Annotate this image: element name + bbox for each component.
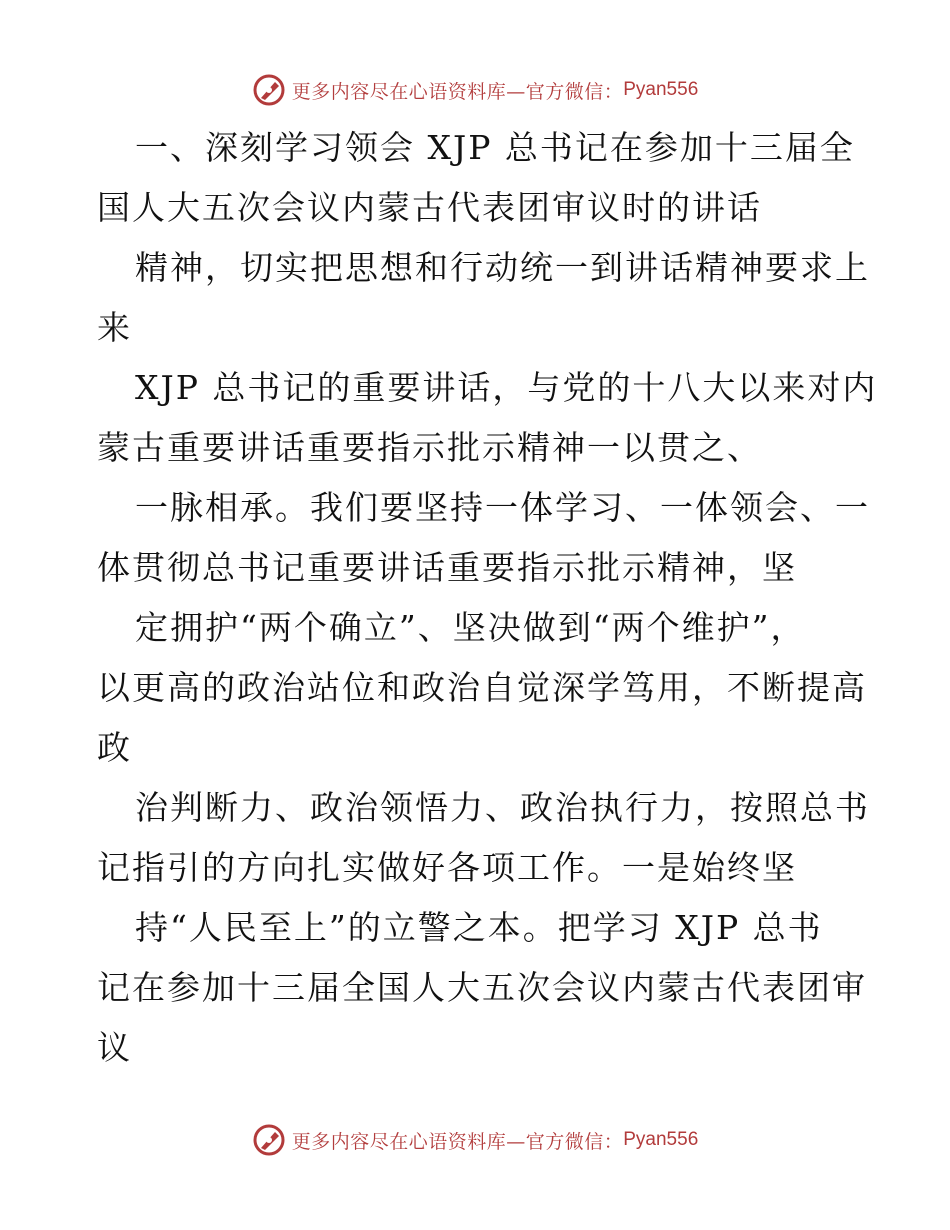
pen-logo-icon	[252, 1123, 286, 1157]
text-line: 国人大五次会议内蒙古代表团审议时的讲话	[97, 188, 762, 227]
pen-logo-icon	[252, 73, 286, 107]
text-line: 精神，切实把思想和行动统一到讲话精神要求上	[135, 248, 870, 287]
footer-wechat-id: Pyan556	[623, 1129, 699, 1150]
text-line: 政	[97, 728, 132, 767]
text-line: 持“人民至上”的立警之本。把学习 XJP 总书	[135, 908, 823, 947]
text-line: 来	[97, 308, 132, 347]
text-line: XJP 总书记的重要讲话，与党的十八大以来对内	[135, 368, 878, 407]
text-line: 治判断力、政治领悟力、政治执行力，按照总书	[135, 788, 870, 827]
text-line: 议	[97, 1028, 132, 1067]
text-line: 一、深刻学习领会 XJP 总书记在参加十三届全	[135, 128, 855, 167]
text-line: 一脉相承。我们要坚持一体学习、一体领会、一	[135, 488, 870, 527]
header-wechat-id: Pyan556	[623, 79, 699, 100]
footer-banner-text: 更多内容尽在心语资料库—官方微信：	[291, 1130, 624, 1153]
document-body	[97, 118, 878, 1078]
header-banner	[0, 70, 950, 110]
header-banner-text: 更多内容尽在心语资料库—官方微信：	[291, 80, 624, 103]
text-line: 记在参加十三届全国人大五次会议内蒙古代表团审	[97, 968, 867, 1007]
text-line: 定拥护“两个确立”、坚决做到“两个维护”，	[135, 608, 806, 647]
footer-banner	[0, 1120, 950, 1160]
text-line: 体贯彻总书记重要讲话重要指示批示精神，坚	[97, 548, 797, 587]
text-line: 记指引的方向扎实做好各项工作。一是始终坚	[97, 848, 797, 887]
text-line: 蒙古重要讲话重要指示批示精神一以贯之、	[97, 428, 762, 467]
text-line: 以更高的政治站位和政治自觉深学笃用，不断提高	[97, 668, 867, 707]
